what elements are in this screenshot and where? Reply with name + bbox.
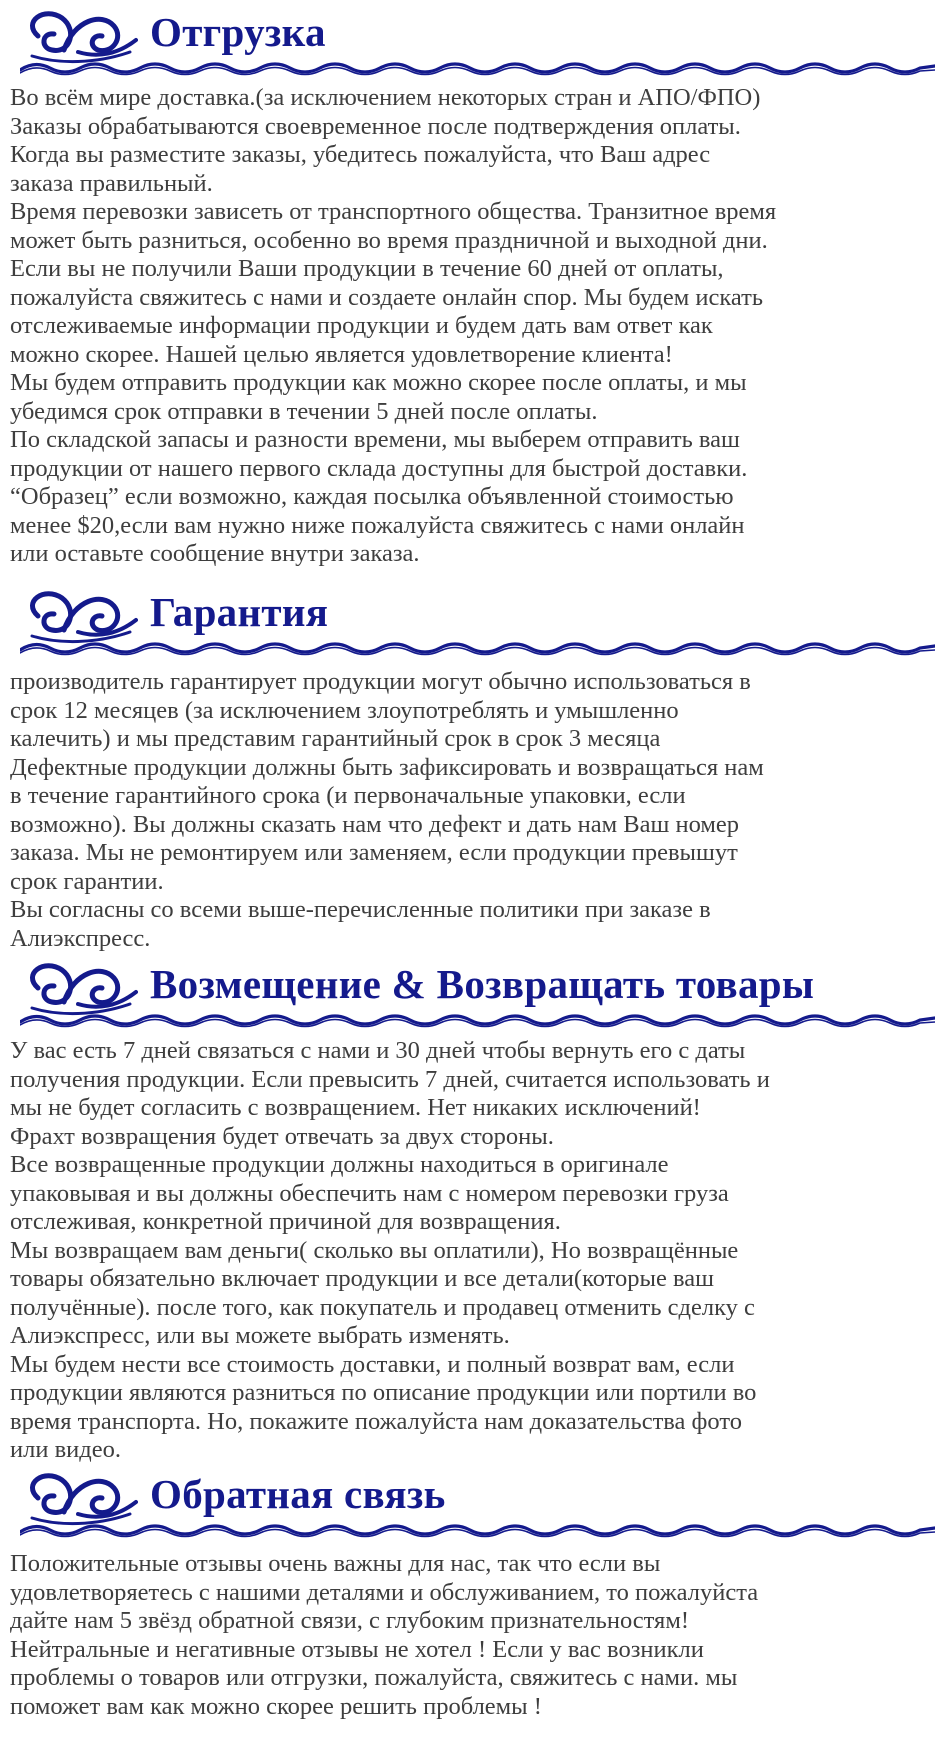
text-line: Время перевозки зависеть от транспортного общества. Транзитное время <box>10 198 777 225</box>
section-body <box>10 668 945 953</box>
section-body <box>10 1037 945 1465</box>
swirl-ornament-icon <box>18 960 138 1016</box>
text-line: Мы возвращаем вам деньги( сколько вы оплатили), Но возвращённые <box>10 1236 739 1264</box>
text-line: получённые). после того, как покупатель и продавец отменить сделку с <box>10 1293 755 1321</box>
section-title: Гарантия <box>150 589 329 635</box>
text-line: пожалуйста свяжитесь с нами и создаете онлайн спор. Мы будем искать <box>10 283 764 311</box>
text-line: Все возвращенные продукции должны находиться в оригинале <box>10 1151 669 1178</box>
wavy-divider <box>20 58 935 80</box>
text-line: Положительные отзывы очень важны для нас, так что если вы <box>10 1550 661 1577</box>
text-line: Мы будем нести все стоимость доставки, и полный возврат вам, если <box>10 1350 735 1378</box>
text-line: У вас есть 7 дней связаться с нами и 30 дней чтобы вернуть его с даты <box>10 1037 746 1064</box>
swirl-ornament-icon <box>18 1470 138 1526</box>
text-line: убедимся срок отправки в течении 5 дней после оплаты. <box>10 397 598 425</box>
section-header <box>0 1462 950 1540</box>
text-line: упаковывая и вы должны обеспечить нам с номером перевозки груза <box>10 1179 729 1207</box>
text-line: Мы будем отправить продукции как можно скорее после оплаты, и мы <box>10 369 747 396</box>
section-title: Обратная связь <box>150 1471 446 1517</box>
wavy-divider <box>20 1010 935 1032</box>
section-header <box>0 0 950 78</box>
swirl-ornament-icon <box>18 8 138 64</box>
wavy-divider <box>20 638 935 660</box>
text-line: получения продукции. Если превысить 7 дней, считается использовать и <box>10 1065 770 1093</box>
section-warranty <box>0 580 950 952</box>
text-line: продукции от нашего первого склада доступны для быстрой доставки. <box>10 454 748 482</box>
text-line: продукции являются разниться по описание продукции или портили во <box>10 1379 757 1406</box>
text-line: заказа. Мы не ремонтируем или заменяем, если продукции превышут <box>10 839 738 866</box>
text-line: Если вы не получили Ваши продукции в течение 60 дней от оплаты, <box>10 255 724 282</box>
text-line: проблемы о товаров или отгрузки, пожалуйста, свяжитесь с нами. мы <box>10 1664 738 1691</box>
section-shipping <box>0 0 950 567</box>
text-line: время транспорта. Но, покажите пожалуйста нам доказательства фото <box>10 1407 742 1435</box>
section-header <box>0 580 950 658</box>
text-line: товары обязательно включает продукции и все детали(которые ваш <box>10 1265 714 1292</box>
text-line: срок 12 месяцев (за исключением злоупотреблять и умышленно <box>10 696 679 724</box>
text-line: удовлетворяетесь с нашими деталями и обслуживанием, то пожалуйста <box>10 1578 759 1606</box>
text-line: Вы согласны со всеми выше-перечисленные политики при заказе в <box>10 896 711 923</box>
text-line: поможет вам как можно скорее решить проблемы ! <box>10 1692 542 1720</box>
text-line: заказа правильный. <box>10 169 213 197</box>
text-line: Нейтральные и негативные отзывы не хотел ! Если у вас возникли <box>10 1635 704 1663</box>
text-line: менее $20,если вам нужно ниже пожалуйста свяжитесь с нами онлайн <box>10 511 745 539</box>
text-line: может быть разниться, особенно во время праздничной и выходной дни. <box>10 226 768 254</box>
text-line: производитель гарантирует продукции могут обычно использоваться в <box>10 668 751 695</box>
text-line: отслеживаемые информации продукции и будем дать вам ответ как <box>10 312 713 339</box>
text-line: Алиэкспресс. <box>10 924 151 952</box>
text-line: или видео. <box>10 1436 121 1463</box>
section-title: Возмещение & Возвращать товары <box>150 961 815 1007</box>
wavy-divider <box>20 1520 935 1542</box>
text-line: Алиэкспресс, или вы можете выбрать изменять. <box>10 1322 510 1349</box>
section-feedback <box>0 1462 950 1720</box>
section-title: Отгрузка <box>150 9 326 55</box>
text-line: калечить) и мы представим гарантийный срок в срок 3 месяца <box>10 725 661 752</box>
text-line: Дефектные продукции должны быть зафиксировать и возвращаться нам <box>10 753 764 781</box>
section-body <box>10 1550 945 1721</box>
text-line: Когда вы разместите заказы, убедитесь пожалуйста, что Ваш адрес <box>10 141 711 168</box>
text-line: мы не будет согласить с возвращением. Нет никаких исключений! <box>10 1094 701 1121</box>
text-line: возможно). Вы должны сказать нам что дефект и дать нам Ваш номер <box>10 810 739 838</box>
text-line: отслеживая, конкретной причиной для возвращения. <box>10 1208 561 1235</box>
text-line: По складской запасы и разности времени, мы выберем отправить ваш <box>10 426 740 453</box>
text-line: или оставьте сообщение внутри заказа. <box>10 540 420 567</box>
text-line: дайте нам 5 звёзд обратной связи, с глубоким признательностям! <box>10 1607 689 1634</box>
text-line: можно скорее. Нашей целью является удовлетворение клиента! <box>10 340 673 368</box>
section-refund-returns <box>0 952 950 1463</box>
text-line: срок гарантии. <box>10 867 164 895</box>
text-line: Фрахт возвращения будет отвечать за двух стороны. <box>10 1122 554 1150</box>
section-header <box>0 952 950 1030</box>
section-body <box>10 84 945 569</box>
text-line: Заказы обрабатываются своевременное после подтверждения оплаты. <box>10 112 741 140</box>
swirl-ornament-icon <box>18 588 138 644</box>
text-line: в течение гарантийного срока (и первоначальные упаковки, если <box>10 782 686 809</box>
text-line: “Образец” если возможно, каждая посылка объявленной стоимостью <box>10 483 734 510</box>
text-line: Во всём мире доставка.(за исключением некоторых стран и АПО/ФПО) <box>10 84 761 111</box>
